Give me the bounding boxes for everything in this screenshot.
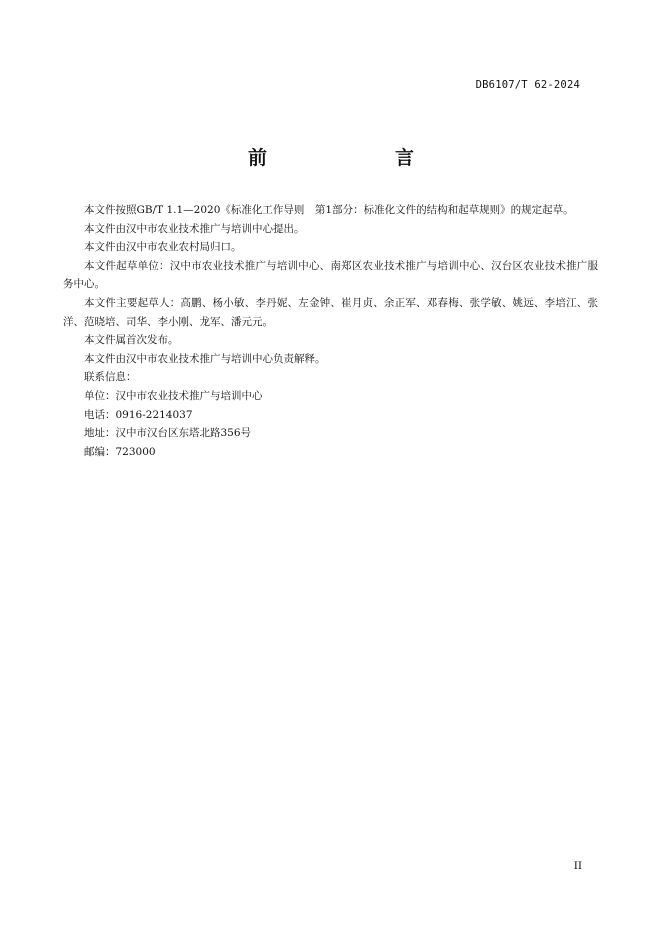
paragraph-drafting-units: 本文件起草单位：汉中市农业技术推广与培训中心、南郑区农业技术推广与培训中心、汉台区农业技术推广服务中心。 (63, 259, 598, 291)
paragraph-interpretation: 本文件由汉中市农业技术推广与培训中心负责解释。 (84, 352, 326, 365)
contact-unit: 单位：汉中市农业技术推广与培训中心 (84, 389, 263, 402)
document-body (63, 201, 598, 461)
document-code: DB6107/T 62-2024 (475, 79, 580, 91)
paragraph-proposer: 本文件由汉中市农业技术推广与培训中心提出。 (84, 222, 305, 235)
contact-phone: 电话：0916-2214037 (84, 408, 193, 421)
paragraph-drafters: 本文件主要起草人：高鹏、杨小敏、李丹妮、左金钟、崔月贞、余正军、邓春梅、张学敏、姚远、李培江、张洋、范晓培、司华、李小刚、龙军、潘元元。 (63, 296, 598, 328)
contact-postcode: 邮编：723000 (84, 445, 156, 458)
paragraph-first-release: 本文件属首次发布。 (84, 334, 179, 347)
page-number: II (573, 860, 582, 872)
contact-heading: 联系信息： (84, 371, 137, 384)
paragraph-administrator: 本文件由汉中市农业农村局归口。 (84, 241, 242, 254)
contact-address: 地址：汉中市汉台区东塔北路356号 (84, 427, 252, 440)
page-title: 前 言 (247, 147, 444, 169)
paragraph-drafting-rules: 本文件按照GB/T 1.1—2020《标准化工作导则 第1部分：标准化文件的结构和起草规则》的规定起草。 (84, 204, 574, 216)
